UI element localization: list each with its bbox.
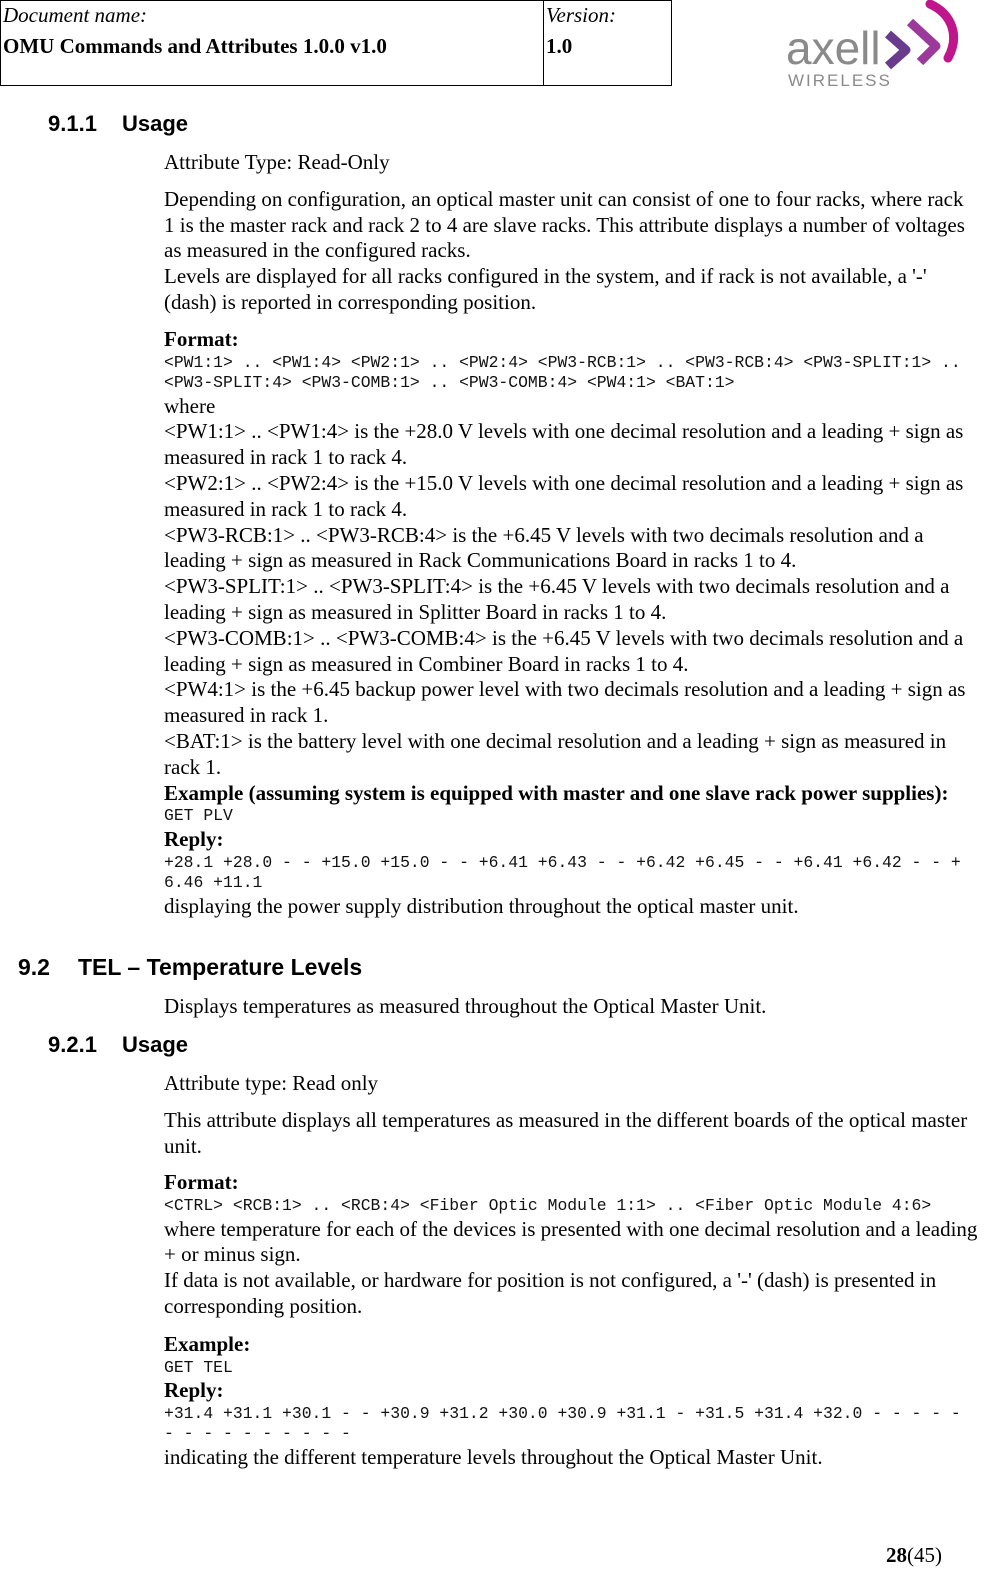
section-9-2-1-heading: [48, 1032, 188, 1058]
closing-sentence: indicating the different temperature levels throughout the Optical Master Unit.: [164, 1444, 823, 1469]
reply-code: +28.1 +28.0 - - +15.0 +15.0 - - +6.41 +6.43 - - +6.42 +6.45 - - +6.41 +6.42 - - +6.46 +11.1: [164, 852, 961, 893]
format-label: Format:: [164, 1170, 239, 1195]
section-9-2-heading: [18, 954, 362, 981]
description-paragraph-2: Levels are displayed for all racks configured in the system, and if rack is not available, a '-' (dash) is reported in corresponding position.: [164, 264, 927, 314]
section-9-2-body: [164, 994, 979, 1020]
document-name-cell: [1, 1, 544, 85]
page-current: 28: [886, 1543, 907, 1567]
reply-label: Reply:: [164, 1378, 224, 1403]
logo-wordmark: axell: [786, 22, 881, 74]
version-label: Version:: [546, 3, 616, 27]
logo-subtitle: WIRELESS: [788, 71, 892, 90]
document-header-table: [0, 0, 672, 86]
example-command: GET PLV: [164, 806, 233, 826]
section-number: 9.2.1: [48, 1032, 97, 1057]
section-description: Displays temperatures as measured throughout the Optical Master Unit.: [164, 994, 767, 1018]
example-command: GET TEL: [164, 1357, 233, 1377]
format-label: Format:: [164, 326, 239, 351]
format-definition: <BAT:1> is the battery level with one decimal resolution and a leading + sign as measured in rack 1.: [164, 728, 947, 779]
description-paragraph: This attribute displays all temperatures as measured in the different boards of the optical master unit.: [164, 1107, 968, 1158]
description-paragraph-3: If data is not available, or hardware for position is not configured, a '-' (dash) is presented in corresponding position.: [164, 1268, 937, 1319]
format-definition: <PW2:1> .. <PW2:4> is the +15.0 V levels with one decimal resolution and a leading + sign as measured in rack 1 to rack 4.: [164, 470, 964, 521]
format-definition: <PW3-RCB:1> .. <PW3-RCB:4> is the +6.45 V levels with two decimals resolution and a leading + sign as measured in Rack Communications Board in racks 1 to 4.: [164, 522, 924, 573]
document-name-label: Document name:: [3, 3, 148, 27]
axell-wireless-logo: [784, 0, 964, 92]
section-title: TEL – Temperature Levels: [78, 954, 363, 980]
attribute-type: Attribute type: Read only: [164, 1071, 379, 1095]
document-name-value: OMU Commands and Attributes 1.0.0 v1.0: [3, 34, 387, 58]
where-label: where: [164, 393, 216, 418]
format-code: <PW1:1> .. <PW1:4> <PW2:1> .. <PW2:4> <PW3-RCB:1> .. <PW3-RCB:4> <PW3-SPLIT:1> .. <PW3-SPLIT:4> <PW3-COMB:1> .. <PW3-COMB:4> <PW4:1> <BAT:1>: [164, 352, 971, 393]
description-paragraph: Depending on configuration, an optical master unit can consist of one to four racks, where rack 1 is the master rack and rack 2 to 4 are slave racks. This attribute displays a number of voltages as measured in the configured racks.: [164, 186, 965, 263]
reply-label: Reply:: [164, 826, 224, 851]
format-definition: <PW3-COMB:1> .. <PW3-COMB:4> is the +6.45 V levels with two decimals resolution and a leading + sign as measured in Combiner Board in racks 1 to 4.: [164, 625, 964, 676]
section-9-1-1-heading: [48, 111, 188, 137]
logo-chevron-icon-2: [910, 22, 936, 62]
format-definition: <PW4:1> is the +6.45 backup power level with two decimals resolution and a leading + sign as measured in rack 1.: [164, 677, 966, 728]
section-9-1-1-body: [164, 150, 979, 919]
example-label: Example (assuming system is equipped with master and one slave rack power supplies):: [164, 780, 949, 805]
version-cell: [544, 1, 671, 85]
section-number: 9.2: [18, 954, 50, 980]
logo-chevron-icon: [888, 34, 906, 66]
page-number: [886, 1543, 942, 1568]
attribute-type: Attribute Type: Read-Only: [164, 150, 390, 174]
section-number: 9.1.1: [48, 111, 97, 136]
section-title: Usage: [122, 1032, 189, 1057]
section-title: Usage: [122, 111, 189, 136]
format-definition: <PW1:1> .. <PW1:4> is the +28.0 V levels with one decimal resolution and a leading + sign as measured in rack 1 to rack 4.: [164, 419, 964, 470]
example-label: Example:: [164, 1331, 251, 1356]
format-code: <CTRL> <RCB:1> .. <RCB:4> <Fiber Optic Module 1:1> .. <Fiber Optic Module 4:6>: [164, 1196, 932, 1216]
reply-code: +31.4 +31.1 +30.1 - - +30.9 +31.2 +30.0 +30.9 +31.1 - +31.5 +31.4 +32.0 - - - - - - - - - - - - - - -: [164, 1403, 971, 1444]
section-9-2-1-body: [164, 1071, 979, 1471]
closing-sentence: displaying the power supply distribution throughout the optical master unit.: [164, 893, 799, 918]
page-total: (45): [907, 1543, 942, 1567]
version-value: 1.0: [546, 34, 573, 58]
description-paragraph-2: where temperature for each of the devices is presented with one decimal resolution and a leading + or minus sign.: [164, 1216, 978, 1267]
format-definition: <PW3-SPLIT:1> .. <PW3-SPLIT:4> is the +6.45 V levels with two decimals resolution and a leading + sign as measured in Splitter Board in racks 1 to 4.: [164, 574, 950, 624]
